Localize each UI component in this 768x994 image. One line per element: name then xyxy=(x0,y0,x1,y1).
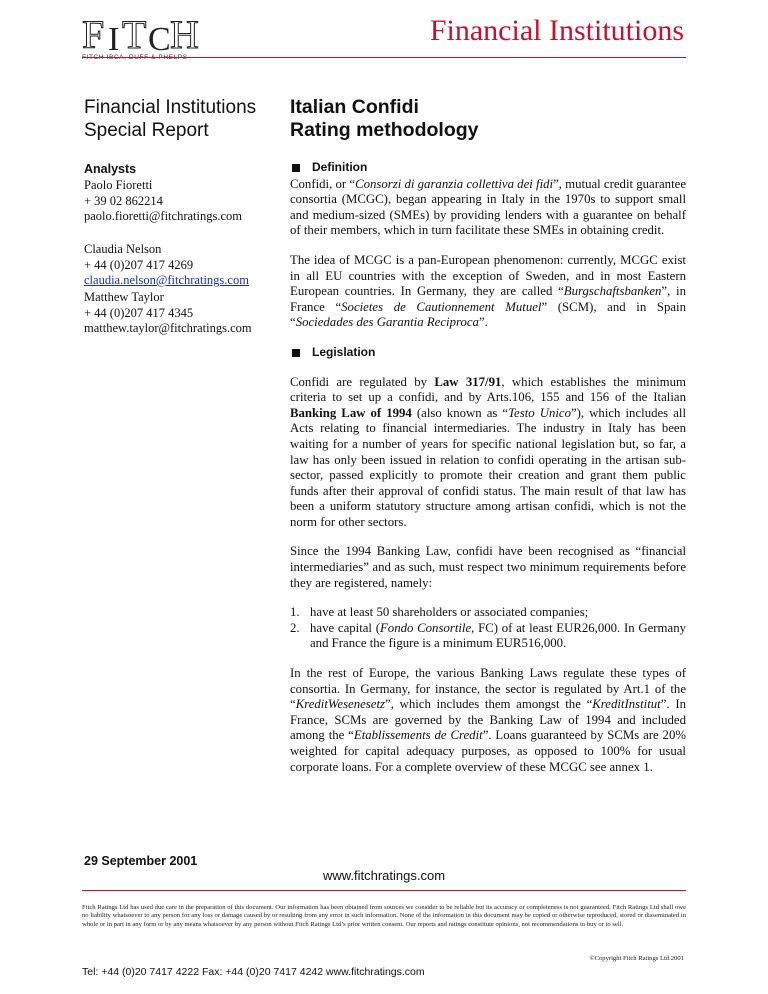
header-divider xyxy=(82,57,686,58)
analyst-name: Matthew Taylor xyxy=(84,290,164,304)
list-item: 1. have at least 50 shareholders or associated companies; xyxy=(290,605,589,620)
analyst-phone: + 44 (0)207 417 4269 xyxy=(84,257,194,272)
paragraph: Since the 1994 Banking Law, confidi have been recognised as “financial intermediaries” and as such, must respect two minimum requirements before they are registered, namely: xyxy=(290,544,686,590)
website-link[interactable]: www.fitchratings.com xyxy=(322,868,446,883)
paragraph: Confidi are regulated by Law 317/91, which establishes the minimum criteria to set up a confidi, and by Arts.106, 155 and 156 of the Italian Banking Law of 1994 (also known as “Testo Unico”), which includes all Acts relating to financial intermediaries. The industry in Italy has been waiting for a number of years for specific national legislation but, so far, a law has only been issued in relation to confidi operating in the artisan sub-sector, passed explicitly to promote their creation and grant them public funds after their approval of confidi status. The main result of that law has been a uniform statutory structure among artisan confidi, which is not the norm for other sectors. xyxy=(290,374,686,529)
analyst-email[interactable]: paolo.fioretti@fitchratings.com xyxy=(84,209,242,223)
section-heading-definition: Definition xyxy=(290,160,686,176)
section-banner: Financial Institutions xyxy=(429,14,684,47)
disclaimer: Fitch Ratings Ltd has used due care in the preparation of this document. Our information has been obtained from sources we consider to be reliable but its accuracy or completeness is not guaranteed. Fitch Ratings Ltd shall owe no liability whatsoever to any person for any loss or damage caused by or resulting from any error in such information. None of the information in this document may be copied or otherwise reproduced, stored or disseminated in whole or in part in any form or by any means whatsoever by any person without Fitch Ratings Ltd’s prior written consent. Our reports and ratings constitute opinions, not recommendations to buy or to sell. xyxy=(82,904,686,928)
analyst-card xyxy=(84,178,242,225)
svg-text:T: T xyxy=(122,12,147,56)
svg-text:C: C xyxy=(148,21,171,56)
paragraph: In the rest of Europe, the various Banking Laws regulate these types of consortia. In Germany, for instance, the sector is regulated by Art.1 of the “KreditWesenesetz”, which includes them amongst the “KreditInstitut”. In France, SCMs are governed by the Banking Law of 1994 and included among the “Etablissements de Credit”. Loans guaranteed by SCMs are 20% weighted for capital adequacy purposes, as opposed to 100% for usual corporate loans. For a complete overview of these MCGC see annex 1. xyxy=(290,666,687,774)
footer-divider xyxy=(82,890,686,891)
analyst-phone: + 44 (0)207 417 4345 xyxy=(84,305,194,320)
analyst-email[interactable]: matthew.taylor@fitchratings.com xyxy=(84,321,252,335)
analysts-heading: Analysts xyxy=(84,162,137,176)
analyst-email-link[interactable]: claudia.nelson@fitchratings.com xyxy=(84,273,249,287)
analyst-card xyxy=(84,242,249,289)
copyright: ©Copyright Fitch Ratings Ltd 2001 xyxy=(589,955,684,962)
report-title: Italian Confidi Rating methodology xyxy=(290,96,479,141)
contact-line: Tel: +44 (0)20 7417 4222 Fax: +44 (0)20 7417 4242 www.fitchratings.com xyxy=(82,966,425,978)
list-item: 2. have capital (Fondo Consortile, FC) of at least EUR26,000. In Germany and France the figure is a minimum EUR516,000. xyxy=(290,620,686,651)
analyst-card xyxy=(84,290,252,337)
analyst-phone: + 39 02 862214 xyxy=(84,193,163,208)
analyst-name: Paolo Fioretti xyxy=(84,178,153,192)
report-type: Financial Institutions Special Report xyxy=(84,97,257,141)
square-bullet-icon xyxy=(292,164,300,172)
report-body xyxy=(290,160,686,789)
svg-text:I: I xyxy=(108,21,120,56)
report-date: 29 September 2001 xyxy=(84,854,198,868)
paragraph: Confidi, or “Consorzi di garanzia collettiva dei fidi”, mutual credit guarantee consortia (MCGC), began appearing in Italy in the 1970s to support small and medium-sized (SMEs) by providing lenders with a guarantee on behalf of their members, which in turn facilitate these SMEs in obtaining credit. xyxy=(290,176,686,238)
analyst-name: Claudia Nelson xyxy=(84,242,162,256)
section-heading-legislation: Legislation xyxy=(290,345,686,361)
svg-text:F: F xyxy=(82,12,105,56)
svg-text:H: H xyxy=(170,12,199,56)
square-bullet-icon xyxy=(292,349,300,357)
paragraph: The idea of MCGC is a pan-European phenomenon: currently, MCGC exist in all EU countries with the exception of Sweden, and in most Eastern European countries. In Germany, they are called “Burgschaftsbanken”, in France “Societes de Cautionnement Mutuel” (SCM), and in Spain “Sociedades des Garantia Reciproca”. xyxy=(290,252,687,330)
requirements-list xyxy=(290,605,686,652)
fitch-logo xyxy=(82,12,202,56)
